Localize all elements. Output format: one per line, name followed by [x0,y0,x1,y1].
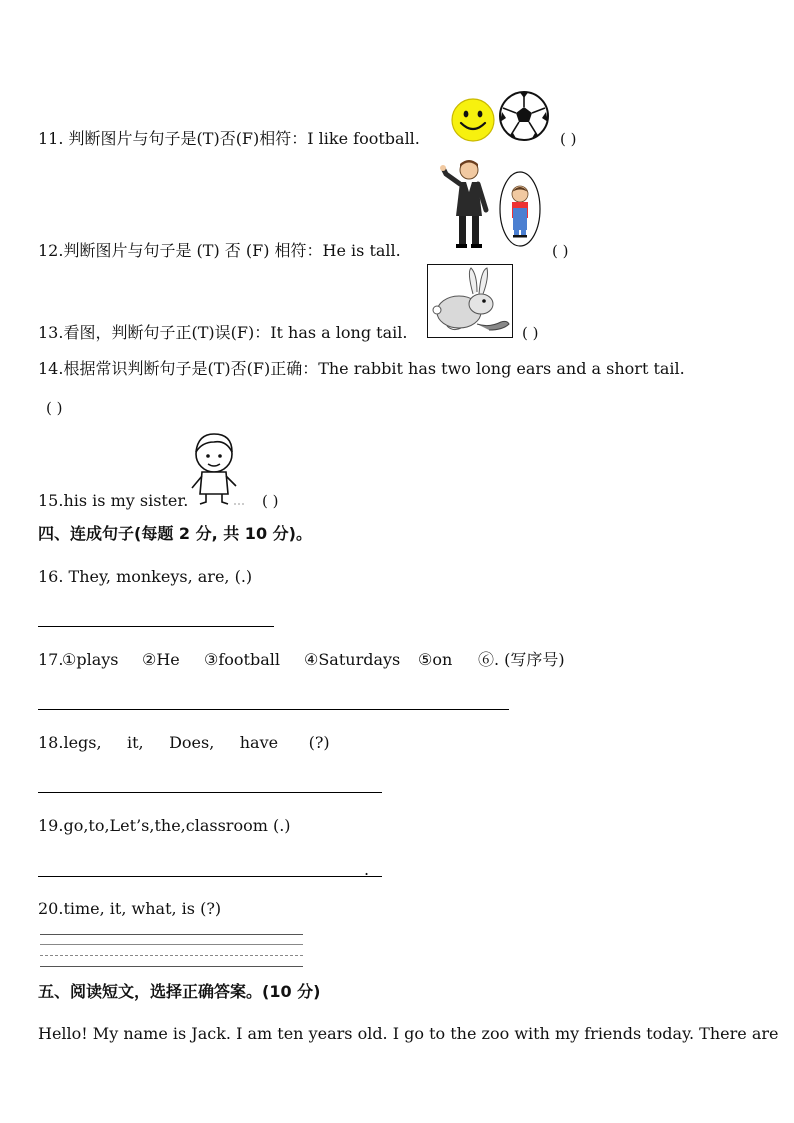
q17-option-3: ③football [204,650,280,669]
answer-19-period: . [364,860,370,879]
writing-line-20-2[interactable] [40,944,303,945]
reading-passage-line-1: Hello! My name is Jack. I am ten years old. I go to the zoo with my friends today. There are [38,1024,779,1043]
answer-line-18[interactable] [38,792,382,793]
answer-bracket-15[interactable]: ( ) [262,492,279,510]
question-13-text: 13.看图，判断句子正(T)误(F)：It has a long tail. [38,323,408,342]
tall-man-waving-icon [436,158,492,250]
q17-option-5: ⑤on [418,650,453,669]
answer-bracket-13[interactable]: ( ) [522,324,539,342]
question-16-text: 16. They, monkeys, are, (.) [38,567,253,586]
answer-line-16[interactable] [38,626,274,627]
q17-option-1: ①plays [62,650,119,669]
question-14-text: 14.根据常识判断句子是(T)否(F)正确：The rabbit has two long ears and a short tail. [38,359,685,378]
writing-line-20-3[interactable] [40,955,303,956]
girl-outline-icon [186,428,248,508]
section-5-heading: 五、阅读短文，选择正确答案。(10 分) [38,982,321,1001]
answer-bracket-14[interactable]: ( ) [46,399,63,417]
question-20-text: 20.time, it, what, is (?) [38,899,222,918]
short-boy-oval-icon [498,170,542,248]
rabbit-picture-icon [427,264,513,338]
q17-option-4: ④Saturdays [304,650,401,669]
question-18-text: 18.legs, it, Does, have (?) [38,733,330,752]
writing-line-20-4[interactable] [40,966,303,967]
question-15-text: 15.his is my sister. [38,491,189,510]
question-12-text: 12.判断图片与句子是 (T) 否 (F) 相符：He is tall. [38,241,401,260]
question-17-number: 17. [38,650,64,669]
smiley-face-icon [450,97,496,143]
question-11-text: 11. 判断图片与句子是(T)否(F)相符：I like football. [38,129,420,148]
answer-line-19[interactable] [38,876,382,877]
q17-option-2: ②He [142,650,180,669]
writing-line-20-1[interactable] [40,934,303,935]
soccer-ball-icon [498,90,550,142]
q17-option-6: ⑥. (写序号) [478,650,565,669]
question-19-text: 19.go,to,Let’s,the,classroom (.) [38,816,291,835]
section-4-heading: 四、连成句子(每题 2 分, 共 10 分)。 [38,524,312,543]
answer-line-17[interactable] [38,709,509,710]
answer-bracket-11[interactable]: ( ) [560,130,577,148]
answer-bracket-12[interactable]: ( ) [552,242,569,260]
